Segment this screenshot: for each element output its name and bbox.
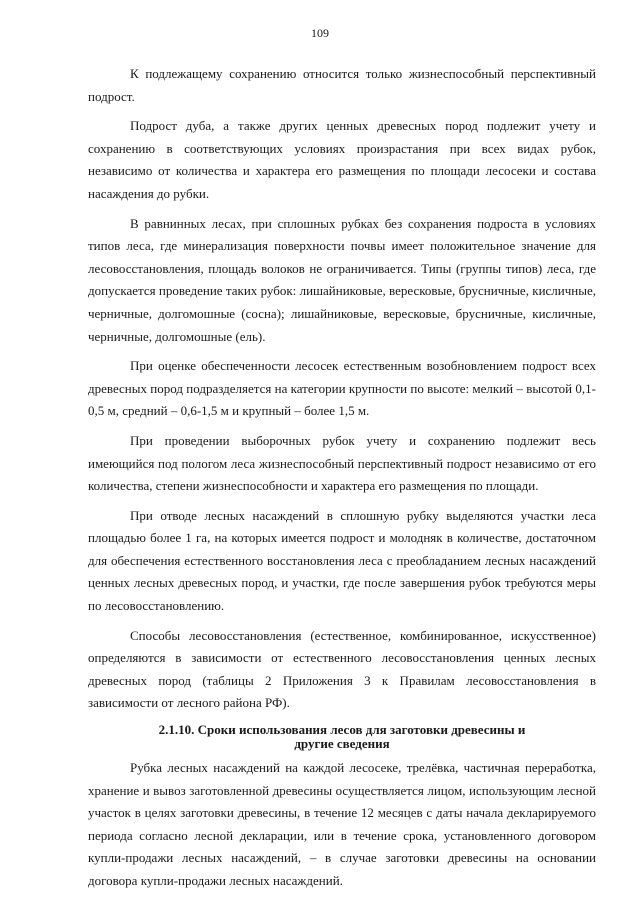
section-heading-line: 2.1.10. Сроки использования лесов для заготовки древесины и [158, 722, 526, 738]
body-text [88, 63, 596, 900]
paragraph: Подрост дуба, а также других ценных древесных пород подлежит учету и сохранению в соответствующих условиях произрастания при всех видах рубок, независимо от количества и характера его размещения по площади лесосеки и состава насаждения до рубки. [88, 118, 596, 201]
paragraph: При оценке обеспеченности лесосек естественным возобновлением подрост всех древесных пород подразделяется на категории крупности по высоте: мелкий – высотой 0,1-0,5 м, средний – 0,6-1,5 м и крупный – более 1,5 м. [88, 358, 596, 419]
paragraph: При отводе лесных насаждений в сплошную рубку выделяются участки леса площадью более 1 га, на которых имеется подрост и молодняк в количестве, достаточном для обеспечения естественного восстановления леса с преобладанием лесных насаждений ценных лесных древесных пород, и участки, где после завершения рубок требуются меры по лесовосстановлению. [88, 507, 596, 614]
paragraph: Способы лесовосстановления (естественное, комбинированное, искусственное) определяются в зависимости от естественного лесовосстановления ценных лесных древесных пород (таблицы 2 Приложения 3 к Правилам лесовосстановления в зависимости от лесного района РФ). [88, 627, 596, 711]
paragraph: К подлежащему сохранению относится только жизнеспособный перспективный подрост. [88, 66, 596, 104]
section-heading [88, 723, 596, 751]
paragraph: В равнинных лесах, при сплошных рубках без сохранения подроста в условиях типов леса, где минерализация поверхности почвы имеет положительное значение для лесовосстановления, площадь волоков не ограничивается. Типы (группы типов) леса, где допускается проведение таких рубок: лишайниковые, вересковые, брусничные, кисличные, черничные, долгомошные (сосна); лишайниковые, вересковые, брусничные, кисличные, черничные, долгомошные (ель). [88, 215, 596, 344]
section-heading-line: другие сведения [294, 736, 390, 752]
paragraph: Рубка лесных насаждений на каждой лесосеке, трелёвка, частичная переработка, хранение и вывоз заготовленной древесины осуществляется лицом, использующим лесной участок в целях заготовки древесины, в течение 12 месяцев с даты начала декларируемого периода согласно лесной декларации, или в течение срока, установленного договором купли-продажи лесных насаждений, – в случае заготовки древесины на основании договора купли-продажи лесных насаждений. [88, 760, 596, 888]
page-number: 109 [311, 26, 329, 40]
paragraph: При проведении выборочных рубок учету и сохранению подлежит весь имеющийся под пологом леса жизнеспособный перспективный подрост независимо от его количества, степени жизнеспособности и характера его размещения по площади. [88, 432, 596, 494]
